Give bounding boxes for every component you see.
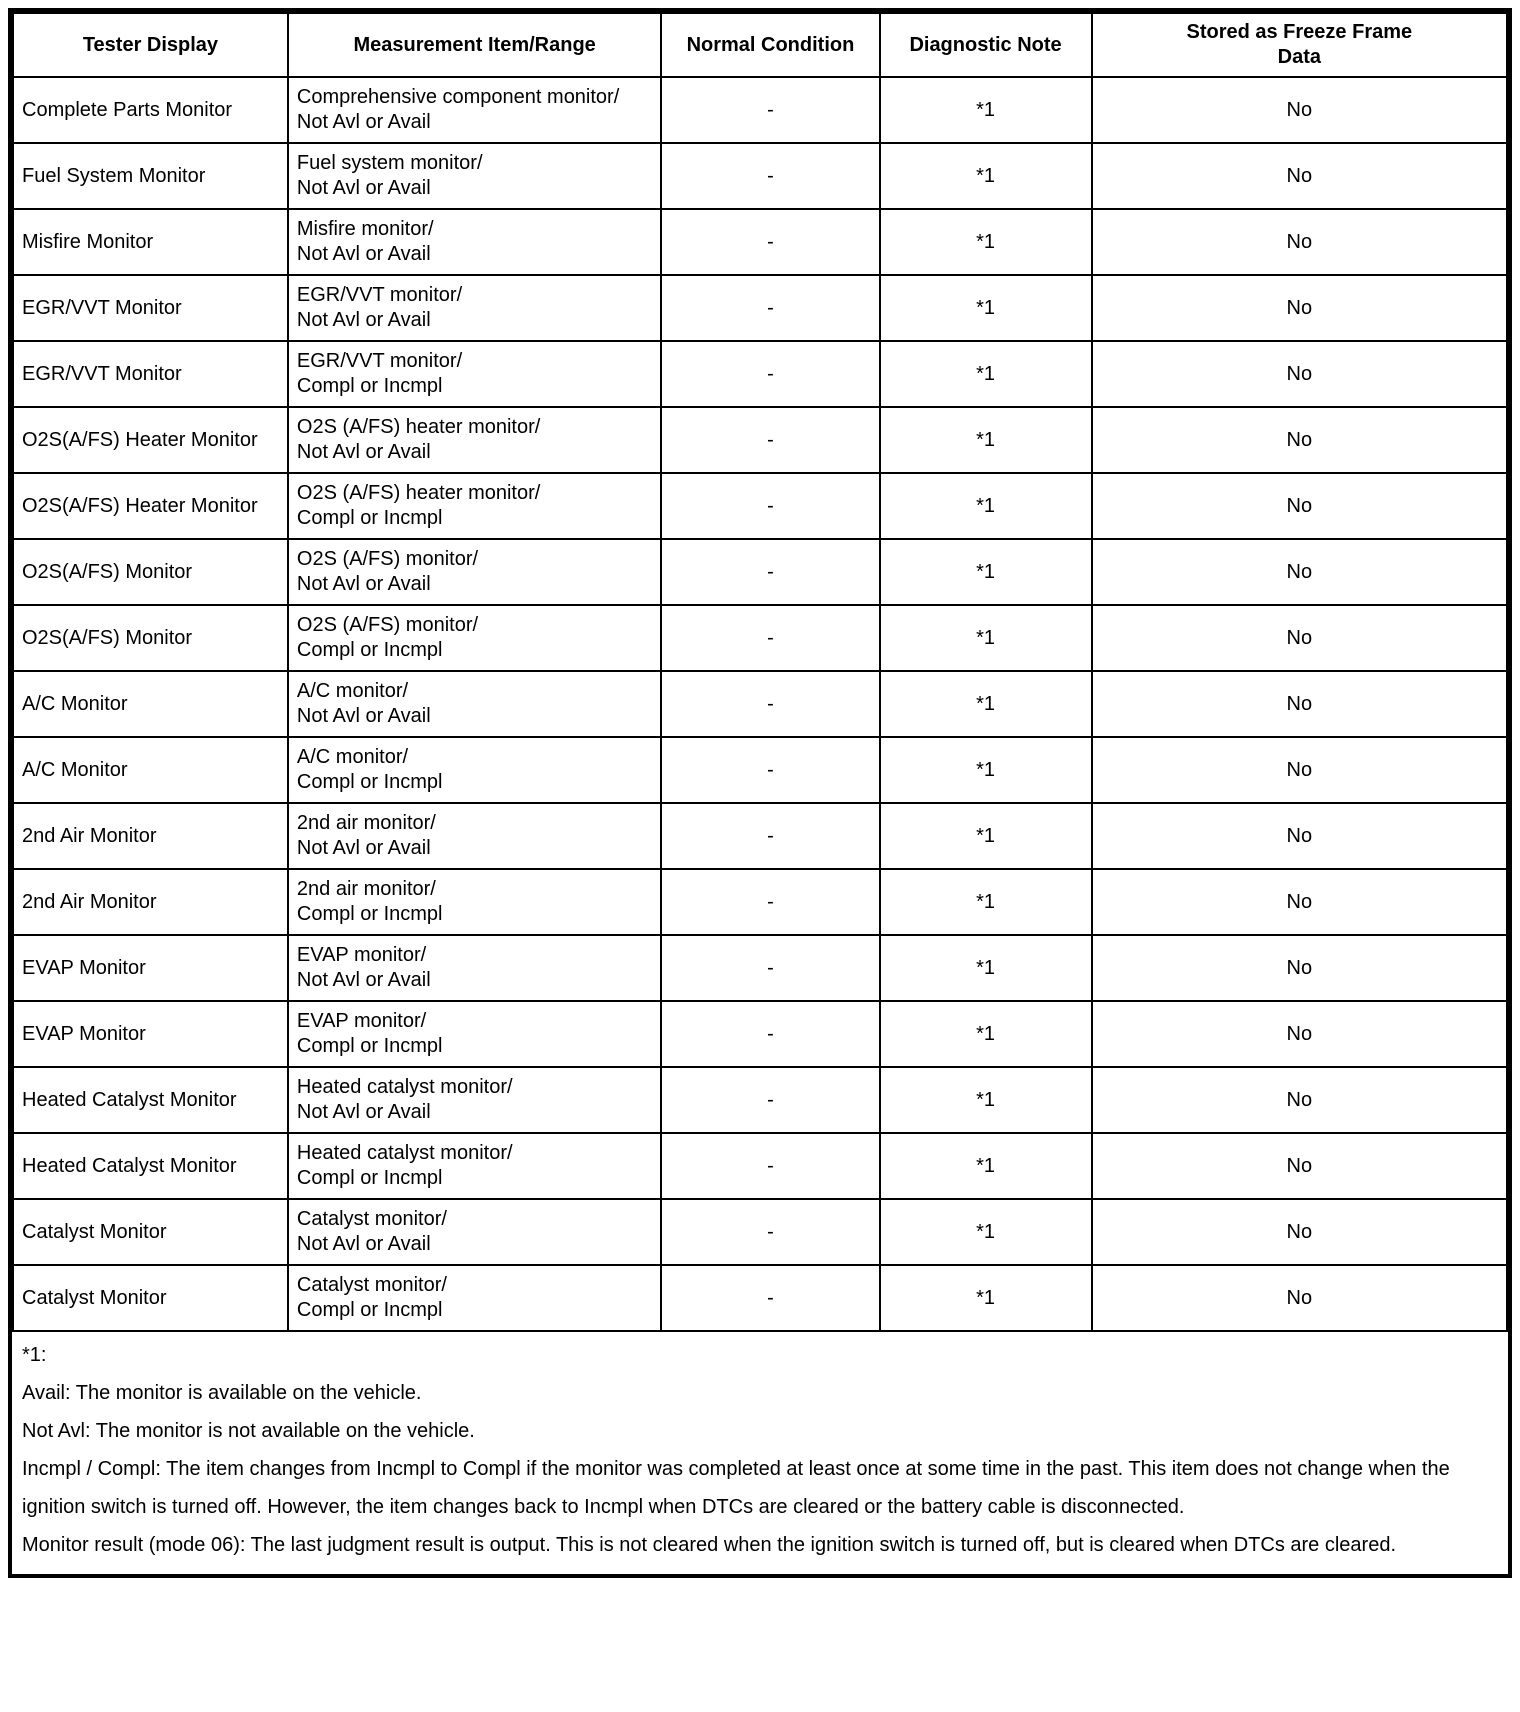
cell-measurement-item-range [288, 275, 662, 341]
diagnostic-note-value: *1 [976, 1220, 996, 1243]
normal-condition-value: - [767, 428, 774, 451]
tester-display-value: Heated Catalyst Monitor [22, 1088, 237, 1111]
diagnostic-note-value: *1 [976, 1022, 996, 1045]
cell-normal-condition [661, 143, 879, 209]
cell-normal-condition [661, 737, 879, 803]
cell-measurement-item-range [288, 341, 662, 407]
measurement-line-2: Compl or Incmpl [296, 903, 443, 925]
table-row [13, 473, 1507, 539]
tester-display-value: O2S(A/FS) Monitor [22, 626, 193, 649]
diagnostic-note-value: *1 [976, 758, 996, 781]
cell-tester-display [13, 209, 288, 275]
cell-tester-display [13, 407, 288, 473]
cell-normal-condition [661, 803, 879, 869]
normal-condition-value: - [767, 1154, 774, 1177]
cell-diagnostic-note [880, 473, 1092, 539]
cell-normal-condition [661, 1001, 879, 1067]
tester-display-value: EGR/VVT Monitor [22, 296, 182, 319]
cell-normal-condition [661, 209, 879, 275]
measurement-line-2: Not Avl or Avail [296, 1101, 431, 1123]
table-row [13, 209, 1507, 275]
cell-freeze-frame [1092, 539, 1507, 605]
measurement-line-1: Misfire monitor/ [296, 218, 434, 240]
table-row [13, 77, 1507, 143]
freeze-frame-value: No [1286, 692, 1313, 715]
freeze-frame-value: No [1286, 824, 1313, 847]
cell-tester-display [13, 935, 288, 1001]
cell-freeze-frame [1092, 1001, 1507, 1067]
diagnostic-note-value: *1 [976, 428, 996, 451]
normal-condition-value: - [767, 758, 774, 781]
cell-tester-display [13, 1199, 288, 1265]
normal-condition-value: - [767, 1220, 774, 1243]
table-row [13, 869, 1507, 935]
cell-freeze-frame [1092, 1265, 1507, 1331]
measurement-line-1: 2nd air monitor/ [296, 878, 436, 900]
normal-condition-value: - [767, 98, 774, 121]
cell-normal-condition [661, 473, 879, 539]
diagnostic-note-value: *1 [976, 890, 996, 913]
cell-normal-condition [661, 275, 879, 341]
table-row [13, 275, 1507, 341]
freeze-frame-value: No [1286, 560, 1313, 583]
cell-normal-condition [661, 1265, 879, 1331]
cell-diagnostic-note [880, 935, 1092, 1001]
header-tester-display-label: Tester Display [82, 33, 219, 56]
measurement-line-1: O2S (A/FS) monitor/ [296, 614, 479, 636]
header-diagnostic-note [880, 13, 1092, 77]
cell-diagnostic-note [880, 869, 1092, 935]
cell-diagnostic-note [880, 209, 1092, 275]
measurement-line-2: Not Avl or Avail [296, 705, 431, 727]
cell-tester-display [13, 539, 288, 605]
table-body [13, 77, 1507, 1331]
table-row [13, 671, 1507, 737]
footnotes-section [12, 1332, 1508, 1574]
cell-normal-condition [661, 605, 879, 671]
normal-condition-value: - [767, 824, 774, 847]
cell-freeze-frame [1092, 803, 1507, 869]
cell-freeze-frame [1092, 143, 1507, 209]
measurement-line-2: Compl or Incmpl [296, 1167, 443, 1189]
diagnostic-note-value: *1 [976, 824, 996, 847]
cell-diagnostic-note [880, 77, 1092, 143]
cell-diagnostic-note [880, 539, 1092, 605]
table-row [13, 1265, 1507, 1331]
measurement-line-2: Compl or Incmpl [296, 771, 443, 793]
normal-condition-value: - [767, 362, 774, 385]
cell-measurement-item-range [288, 605, 662, 671]
normal-condition-value: - [767, 1286, 774, 1309]
header-measurement-item-range [288, 13, 662, 77]
cell-diagnostic-note [880, 1001, 1092, 1067]
tester-display-value: Heated Catalyst Monitor [22, 1154, 237, 1177]
diagnostic-note-value: *1 [976, 1088, 996, 1111]
header-tester-display [13, 13, 288, 77]
cell-diagnostic-note [880, 1265, 1092, 1331]
normal-condition-value: - [767, 230, 774, 253]
footnote-line: Incmpl / Compl: The item changes from Incmpl to Compl if the monitor was completed at least once at some time in the past. This item does not change when the ignition switch is turned off. However, the item changes back to Incmpl when DTCs are cleared or the battery cable is disconnected. [22, 1458, 1450, 1518]
cell-diagnostic-note [880, 803, 1092, 869]
diagnostic-note-value: *1 [976, 362, 996, 385]
table-row [13, 1001, 1507, 1067]
measurement-line-1: O2S (A/FS) monitor/ [296, 548, 479, 570]
freeze-frame-value: No [1286, 758, 1313, 781]
table-frame [8, 8, 1512, 1578]
cell-tester-display [13, 803, 288, 869]
normal-condition-value: - [767, 1022, 774, 1045]
cell-measurement-item-range [288, 869, 662, 935]
cell-diagnostic-note [880, 275, 1092, 341]
diagnostic-note-value: *1 [976, 692, 996, 715]
cell-freeze-frame [1092, 869, 1507, 935]
table-row [13, 341, 1507, 407]
tester-display-value: O2S(A/FS) Monitor [22, 560, 193, 583]
cell-freeze-frame [1092, 671, 1507, 737]
cell-measurement-item-range [288, 737, 662, 803]
cell-freeze-frame [1092, 737, 1507, 803]
header-freeze-frame [1092, 13, 1507, 77]
normal-condition-value: - [767, 560, 774, 583]
normal-condition-value: - [767, 692, 774, 715]
measurement-line-1: EGR/VVT monitor/ [296, 350, 463, 372]
measurement-line-2: Compl or Incmpl [296, 507, 443, 529]
freeze-frame-value: No [1286, 1286, 1313, 1309]
cell-freeze-frame [1092, 407, 1507, 473]
diagnostic-note-value: *1 [976, 230, 996, 253]
freeze-frame-value: No [1286, 98, 1313, 121]
cell-measurement-item-range [288, 935, 662, 1001]
normal-condition-value: - [767, 1088, 774, 1111]
cell-freeze-frame [1092, 209, 1507, 275]
measurement-line-1: O2S (A/FS) heater monitor/ [296, 482, 541, 504]
measurement-line-2: Compl or Incmpl [296, 375, 443, 397]
measurement-line-2: Compl or Incmpl [296, 1299, 443, 1321]
freeze-frame-value: No [1286, 164, 1313, 187]
cell-normal-condition [661, 407, 879, 473]
cell-measurement-item-range [288, 209, 662, 275]
cell-tester-display [13, 1001, 288, 1067]
tester-display-value: A/C Monitor [22, 758, 128, 781]
tester-display-value: EGR/VVT Monitor [22, 362, 182, 385]
measurement-line-2: Not Avl or Avail [296, 177, 431, 199]
cell-diagnostic-note [880, 407, 1092, 473]
measurement-line-2: Not Avl or Avail [296, 243, 431, 265]
cell-tester-display [13, 1265, 288, 1331]
cell-freeze-frame [1092, 77, 1507, 143]
header-diagnostic-note-label: Diagnostic Note [909, 33, 1062, 56]
measurement-line-1: Catalyst monitor/ [296, 1274, 447, 1296]
tester-display-value: O2S(A/FS) Heater Monitor [22, 494, 258, 517]
cell-freeze-frame [1092, 1133, 1507, 1199]
cell-tester-display [13, 671, 288, 737]
measurement-line-1: A/C monitor/ [296, 680, 409, 702]
measurement-line-1: Catalyst monitor/ [296, 1208, 447, 1230]
measurement-line-2: Not Avl or Avail [296, 441, 431, 463]
measurement-line-1: Fuel system monitor/ [296, 152, 483, 174]
cell-measurement-item-range [288, 1133, 662, 1199]
diagnostic-note-value: *1 [976, 164, 996, 187]
cell-measurement-item-range [288, 77, 662, 143]
cell-diagnostic-note [880, 737, 1092, 803]
measurement-line-2: Not Avl or Avail [296, 837, 431, 859]
table-row [13, 803, 1507, 869]
cell-freeze-frame [1092, 341, 1507, 407]
measurement-line-2: Not Avl or Avail [296, 309, 431, 331]
measurement-line-1: A/C monitor/ [296, 746, 409, 768]
normal-condition-value: - [767, 890, 774, 913]
cell-normal-condition [661, 935, 879, 1001]
cell-measurement-item-range [288, 671, 662, 737]
normal-condition-value: - [767, 956, 774, 979]
cell-tester-display [13, 605, 288, 671]
freeze-frame-value: No [1286, 362, 1313, 385]
freeze-frame-value: No [1286, 296, 1313, 319]
diagnostic-monitor-table [12, 12, 1508, 1332]
cell-normal-condition [661, 869, 879, 935]
tester-display-value: Catalyst Monitor [22, 1286, 167, 1309]
cell-measurement-item-range [288, 1199, 662, 1265]
cell-tester-display [13, 1133, 288, 1199]
table-row [13, 1199, 1507, 1265]
header-freeze-frame-label: Stored as Freeze Frame Data [1186, 21, 1413, 68]
measurement-line-2: Not Avl or Avail [296, 573, 431, 595]
cell-normal-condition [661, 1199, 879, 1265]
footnote-line: Not Avl: The monitor is not available on the vehicle. [22, 1420, 475, 1442]
diagnostic-note-value: *1 [976, 1154, 996, 1177]
cell-measurement-item-range [288, 407, 662, 473]
tester-display-value: EVAP Monitor [22, 956, 146, 979]
cell-freeze-frame [1092, 935, 1507, 1001]
measurement-line-1: Comprehensive component monitor/ [296, 86, 620, 108]
cell-normal-condition [661, 1067, 879, 1133]
cell-freeze-frame [1092, 605, 1507, 671]
cell-freeze-frame [1092, 275, 1507, 341]
normal-condition-value: - [767, 494, 774, 517]
header-measurement-item-range-label: Measurement Item/Range [353, 33, 596, 56]
cell-measurement-item-range [288, 1265, 662, 1331]
cell-measurement-item-range [288, 1067, 662, 1133]
table-row [13, 407, 1507, 473]
freeze-frame-value: No [1286, 494, 1313, 517]
normal-condition-value: - [767, 296, 774, 319]
cell-diagnostic-note [880, 671, 1092, 737]
cell-normal-condition [661, 539, 879, 605]
tester-display-value: Misfire Monitor [22, 230, 154, 253]
tester-display-value: Catalyst Monitor [22, 1220, 167, 1243]
cell-tester-display [13, 473, 288, 539]
measurement-line-1: EVAP monitor/ [296, 944, 427, 966]
cell-tester-display [13, 77, 288, 143]
diagnostic-note-value: *1 [976, 494, 996, 517]
cell-freeze-frame [1092, 1199, 1507, 1265]
measurement-line-2: Compl or Incmpl [296, 1035, 443, 1057]
cell-normal-condition [661, 77, 879, 143]
footnote-line: Avail: The monitor is available on the vehicle. [22, 1382, 422, 1404]
cell-measurement-item-range [288, 143, 662, 209]
tester-display-value: 2nd Air Monitor [22, 890, 157, 913]
table-row [13, 737, 1507, 803]
tester-display-value: 2nd Air Monitor [22, 824, 157, 847]
cell-diagnostic-note [880, 605, 1092, 671]
normal-condition-value: - [767, 164, 774, 187]
cell-tester-display [13, 143, 288, 209]
cell-normal-condition [661, 671, 879, 737]
cell-measurement-item-range [288, 473, 662, 539]
cell-tester-display [13, 737, 288, 803]
tester-display-value: Fuel System Monitor [22, 164, 206, 187]
cell-tester-display [13, 341, 288, 407]
freeze-frame-value: No [1286, 626, 1313, 649]
measurement-line-2: Not Avl or Avail [296, 111, 431, 133]
footnote-line: Monitor result (mode 06): The last judgment result is output. This is not cleared when the ignition switch is turned off, but is cleared when DTCs are cleared. [22, 1534, 1397, 1556]
measurement-line-1: O2S (A/FS) heater monitor/ [296, 416, 541, 438]
cell-tester-display [13, 275, 288, 341]
measurement-line-1: EVAP monitor/ [296, 1010, 427, 1032]
cell-measurement-item-range [288, 803, 662, 869]
freeze-frame-value: No [1286, 890, 1313, 913]
cell-freeze-frame [1092, 473, 1507, 539]
freeze-frame-value: No [1286, 956, 1313, 979]
table-row [13, 143, 1507, 209]
table-row [13, 1133, 1507, 1199]
freeze-frame-value: No [1286, 1154, 1313, 1177]
cell-diagnostic-note [880, 341, 1092, 407]
cell-diagnostic-note [880, 143, 1092, 209]
cell-diagnostic-note [880, 1067, 1092, 1133]
normal-condition-value: - [767, 626, 774, 649]
diagnostic-note-value: *1 [976, 1286, 996, 1309]
tester-display-value: Complete Parts Monitor [22, 98, 233, 121]
cell-normal-condition [661, 341, 879, 407]
table-header-row [13, 13, 1507, 77]
measurement-line-1: Heated catalyst monitor/ [296, 1076, 513, 1098]
measurement-line-2: Not Avl or Avail [296, 1233, 431, 1255]
cell-measurement-item-range [288, 539, 662, 605]
tester-display-value: O2S(A/FS) Heater Monitor [22, 428, 258, 451]
diagnostic-note-value: *1 [976, 560, 996, 583]
cell-freeze-frame [1092, 1067, 1507, 1133]
cell-tester-display [13, 1067, 288, 1133]
measurement-line-2: Not Avl or Avail [296, 969, 431, 991]
footnote-line: *1: [22, 1344, 47, 1366]
measurement-line-2: Compl or Incmpl [296, 639, 443, 661]
measurement-line-1: Heated catalyst monitor/ [296, 1142, 513, 1164]
freeze-frame-value: No [1286, 1220, 1313, 1243]
table-row [13, 935, 1507, 1001]
cell-normal-condition [661, 1133, 879, 1199]
freeze-frame-value: No [1286, 230, 1313, 253]
table-row [13, 539, 1507, 605]
diagnostic-note-value: *1 [976, 98, 996, 121]
freeze-frame-value: No [1286, 1022, 1313, 1045]
table-row [13, 1067, 1507, 1133]
header-normal-condition-label: Normal Condition [686, 33, 855, 56]
tester-display-value: A/C Monitor [22, 692, 128, 715]
header-normal-condition [661, 13, 879, 77]
diagnostic-note-value: *1 [976, 956, 996, 979]
diagnostic-note-value: *1 [976, 296, 996, 319]
cell-measurement-item-range [288, 1001, 662, 1067]
measurement-line-1: EGR/VVT monitor/ [296, 284, 463, 306]
cell-diagnostic-note [880, 1199, 1092, 1265]
cell-diagnostic-note [880, 1133, 1092, 1199]
measurement-line-1: 2nd air monitor/ [296, 812, 436, 834]
freeze-frame-value: No [1286, 428, 1313, 451]
diagnostic-note-value: *1 [976, 626, 996, 649]
freeze-frame-value: No [1286, 1088, 1313, 1111]
table-row [13, 605, 1507, 671]
tester-display-value: EVAP Monitor [22, 1022, 146, 1045]
cell-tester-display [13, 869, 288, 935]
